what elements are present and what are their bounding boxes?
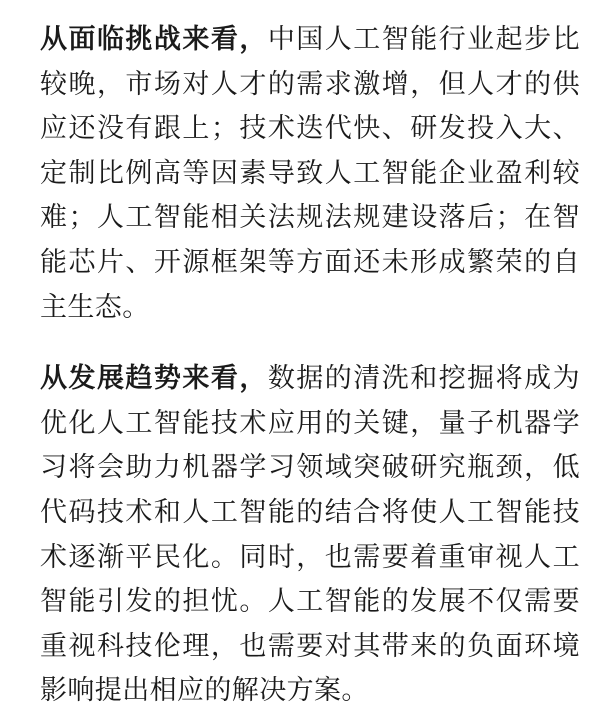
- paragraph-challenges: [40, 18, 580, 330]
- paragraph-trends: [40, 357, 580, 714]
- paragraph-text-challenges: 中国人工智能行业起步比较晚，市场对人才的需求激增，但人才的供应还没有跟上；技术迭代快、研发投入大、定制比例高等因素导致人工智能企业盈利较难；人工智能相关法规法规建设落后；在智能芯片、开源框架等方面还未形成繁荣的自主生态。: [40, 24, 581, 323]
- paragraph-lead-trends: 从发展趋势来看，: [40, 363, 268, 395]
- paragraph-lead-challenges: 从面临挑战来看，: [40, 24, 268, 55]
- paragraph-text-trends: 数据的清洗和挖掘将成为优化人工智能技术应用的关键，量子机器学习将会助力机器学习领域突破研究瓶颈，低代码技术和人工智能的结合将使人工智能技术逐渐平民化。同时，也需要着重审视人工智能引发的担忧。人工智能的发展不仅需要重视科技伦理，也需要对其带来的负面环境影响提出相应的解决方案。: [40, 363, 581, 707]
